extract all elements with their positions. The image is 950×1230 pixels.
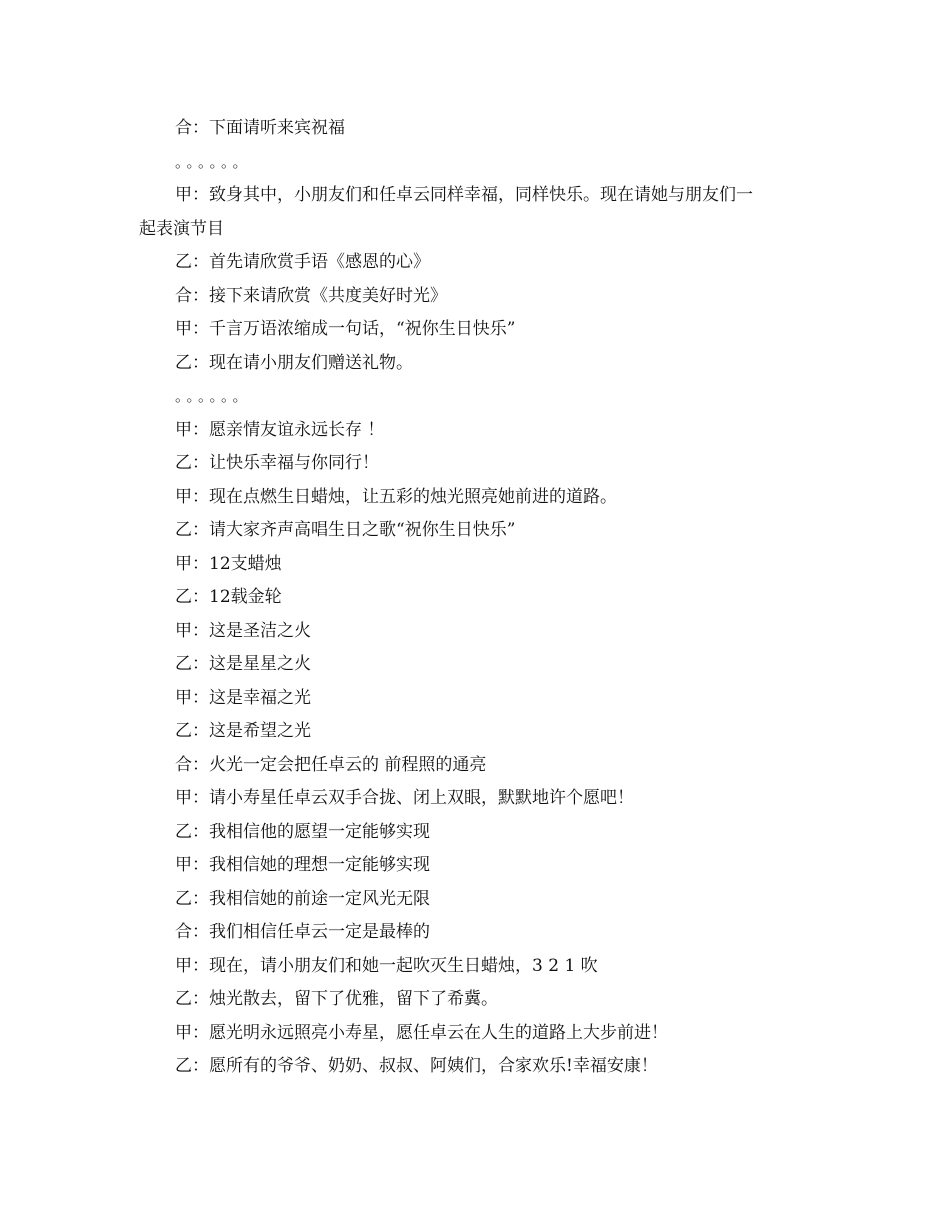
script-line: 合：我们相信任卓云一定是最棒的: [175, 922, 430, 942]
script-line: 甲：这是幸福之光: [175, 687, 311, 708]
ellipsis-line: 。。。。。。: [175, 152, 252, 171]
script-line: 甲：现在点燃生日蜡烛，让五彩的烛光照亮她前进的道路。: [175, 486, 617, 507]
script-line: 甲：千言万语浓缩成一句话，“祝你生日快乐”: [175, 319, 516, 339]
script-line: 合：火光一定会把任卓云的 前程照的通亮: [175, 754, 487, 775]
script-line: 乙：烛光散去，留下了优雅，留下了希冀。: [175, 989, 498, 1009]
script-line: 乙：请大家齐声高唱生日之歌“祝你生日快乐”: [175, 520, 516, 540]
script-line: 乙：12载金轮: [175, 587, 282, 607]
script-line: 合：接下来请欣赏《共度美好时光》: [175, 285, 447, 306]
script-line: 乙：我相信他的愿望一定能够实现: [175, 821, 430, 842]
script-line: 乙：这是星星之火: [175, 654, 311, 674]
script-body: [139, 112, 819, 1084]
script-line: 甲：12支蜡烛: [175, 553, 282, 574]
script-line: 合：下面请听来宾祝福: [175, 118, 345, 138]
script-line: 乙：让快乐幸福与你同行！: [175, 453, 379, 473]
script-line: 乙：愿所有的爷爷、奶奶、叔叔、阿姨们，合家欢乐!幸福安康！: [175, 1056, 658, 1076]
script-line: 甲：现在，请小朋友们和她一起吹灭生日蜡烛，3 2 1 吹: [175, 955, 598, 976]
script-line: 乙：现在请小朋友们赠送礼物。: [175, 352, 413, 373]
ellipsis-line: 。。。。。。: [175, 387, 252, 405]
script-line: 甲：请小寿星任卓云双手合拢、闭上双眼，默默地许个愿吧！: [175, 788, 634, 808]
script-line: 甲：愿亲情友谊永远长存 ！: [175, 419, 385, 440]
script-line: 甲：这是圣洁之火: [175, 620, 311, 641]
script-line: 乙：我相信她的前途一定风光无限: [175, 888, 430, 909]
script-line: 甲：我相信她的理想一定能够实现: [175, 855, 430, 875]
script-line: 乙：首先请欣赏手语《感恩的心》: [175, 252, 430, 272]
script-line: 甲：致身其中，小朋友们和任卓云同样幸福，同样快乐。现在请她与朋友们一: [175, 185, 753, 205]
script-line: 甲：愿光明永远照亮小寿星，愿任卓云在人生的道路上大步前进！: [175, 1022, 668, 1043]
script-line: 乙：这是希望之光: [175, 721, 311, 741]
script-line-continuation: 起表演节目: [139, 218, 224, 239]
